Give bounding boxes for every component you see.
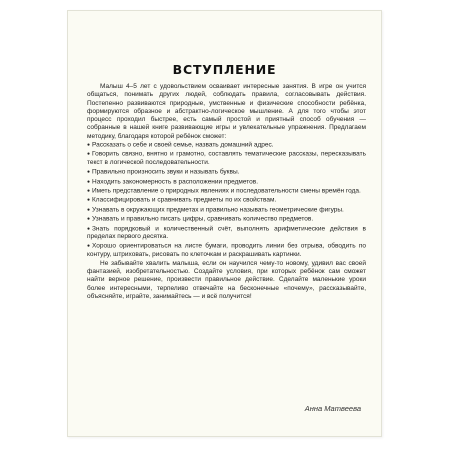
list-item-text: Узнавать в окружающих предметах и правильно называть геометрические фигуры. <box>92 206 344 214</box>
bullet-icon: ● <box>87 187 91 194</box>
page-title: ВСТУПЛЕНИЕ <box>172 62 277 77</box>
list-item <box>87 206 366 215</box>
bullet-icon: ● <box>87 197 91 204</box>
list-item-text: Хорошо ориентироваться на листе бумаги, проводить линии без отрыва, обводить по контуру, штриховать, рисовать по клеточкам и раскрашивать картинки. <box>87 242 366 258</box>
list-item-text: Знать порядковый и количественный счёт, выполнять арифметические действия в пределах первого десятка. <box>87 225 366 241</box>
skills-list <box>87 141 366 259</box>
book-page <box>67 10 382 437</box>
bullet-icon: ● <box>87 216 91 223</box>
list-item <box>87 141 366 150</box>
list-item <box>87 150 366 167</box>
list-item-text: Узнавать и правильно писать цифры, сравнивать количество предметов. <box>92 215 314 223</box>
page-body <box>87 83 366 301</box>
list-item <box>87 187 366 196</box>
list-item <box>87 225 366 242</box>
author-signature: Анна Матвеева <box>304 404 361 413</box>
list-item-text: Иметь представление о природных явлениях и последовательности смены времён года. <box>92 187 361 195</box>
list-item-text: Рассказать о себе и своей семье, назвать домашний адрес. <box>92 141 274 149</box>
list-item <box>87 178 366 187</box>
list-item <box>87 242 366 259</box>
closing-paragraph: Не забывайте хвалить малыша, если он научился чему-то новому, удивил вас своей фантазией, изобретательностью. Создайте условия, при которых ребёнок сам сможет найти верное решение, произвести правильное действие. Сделайте маленькие уроки более интересными, терпеливо отвечайте на бесконечные «почему», рассказывайте, объясняйте, играйте, занимайтесь — и всё получится! <box>87 259 366 301</box>
bullet-icon: ● <box>87 169 91 176</box>
bullet-icon: ● <box>87 243 91 250</box>
intro-paragraph: Малыш 4–5 лет с удовольствием осваивает интересные занятия. В игре он учится общаться, понимать других людей, соблюдать правила, согласовывать действия. Постепенно развиваются природные, умственные и физические способности ребёнка, формируются образное и абстрактно-логическое мышление. А для того чтобы этот процесс проходил быстрее, есть самый простой и приятный способ обучения — собранные в нашей книге развивающие игры и увлекательные упражнения. Предлагаем методику, благодаря которой ребёнок сможет: <box>87 83 366 140</box>
bullet-icon: ● <box>87 142 91 149</box>
bullet-icon: ● <box>87 206 91 213</box>
list-item-text: Находить закономерность в расположении предметов. <box>92 178 259 186</box>
list-item-text: Говорить связно, внятно и грамотно, составлять тематические рассказы, пересказывать текст в логической последовательности. <box>87 150 366 167</box>
bullet-icon: ● <box>87 225 91 232</box>
list-item <box>87 168 366 177</box>
list-item <box>87 215 366 224</box>
bullet-icon: ● <box>87 151 91 158</box>
list-item <box>87 196 366 205</box>
list-item-text: Классифицировать и сравнивать предметы по их свойствам. <box>92 196 277 204</box>
list-item-text: Правильно произносить звуки и называть буквы. <box>92 168 240 176</box>
bullet-icon: ● <box>87 178 91 185</box>
